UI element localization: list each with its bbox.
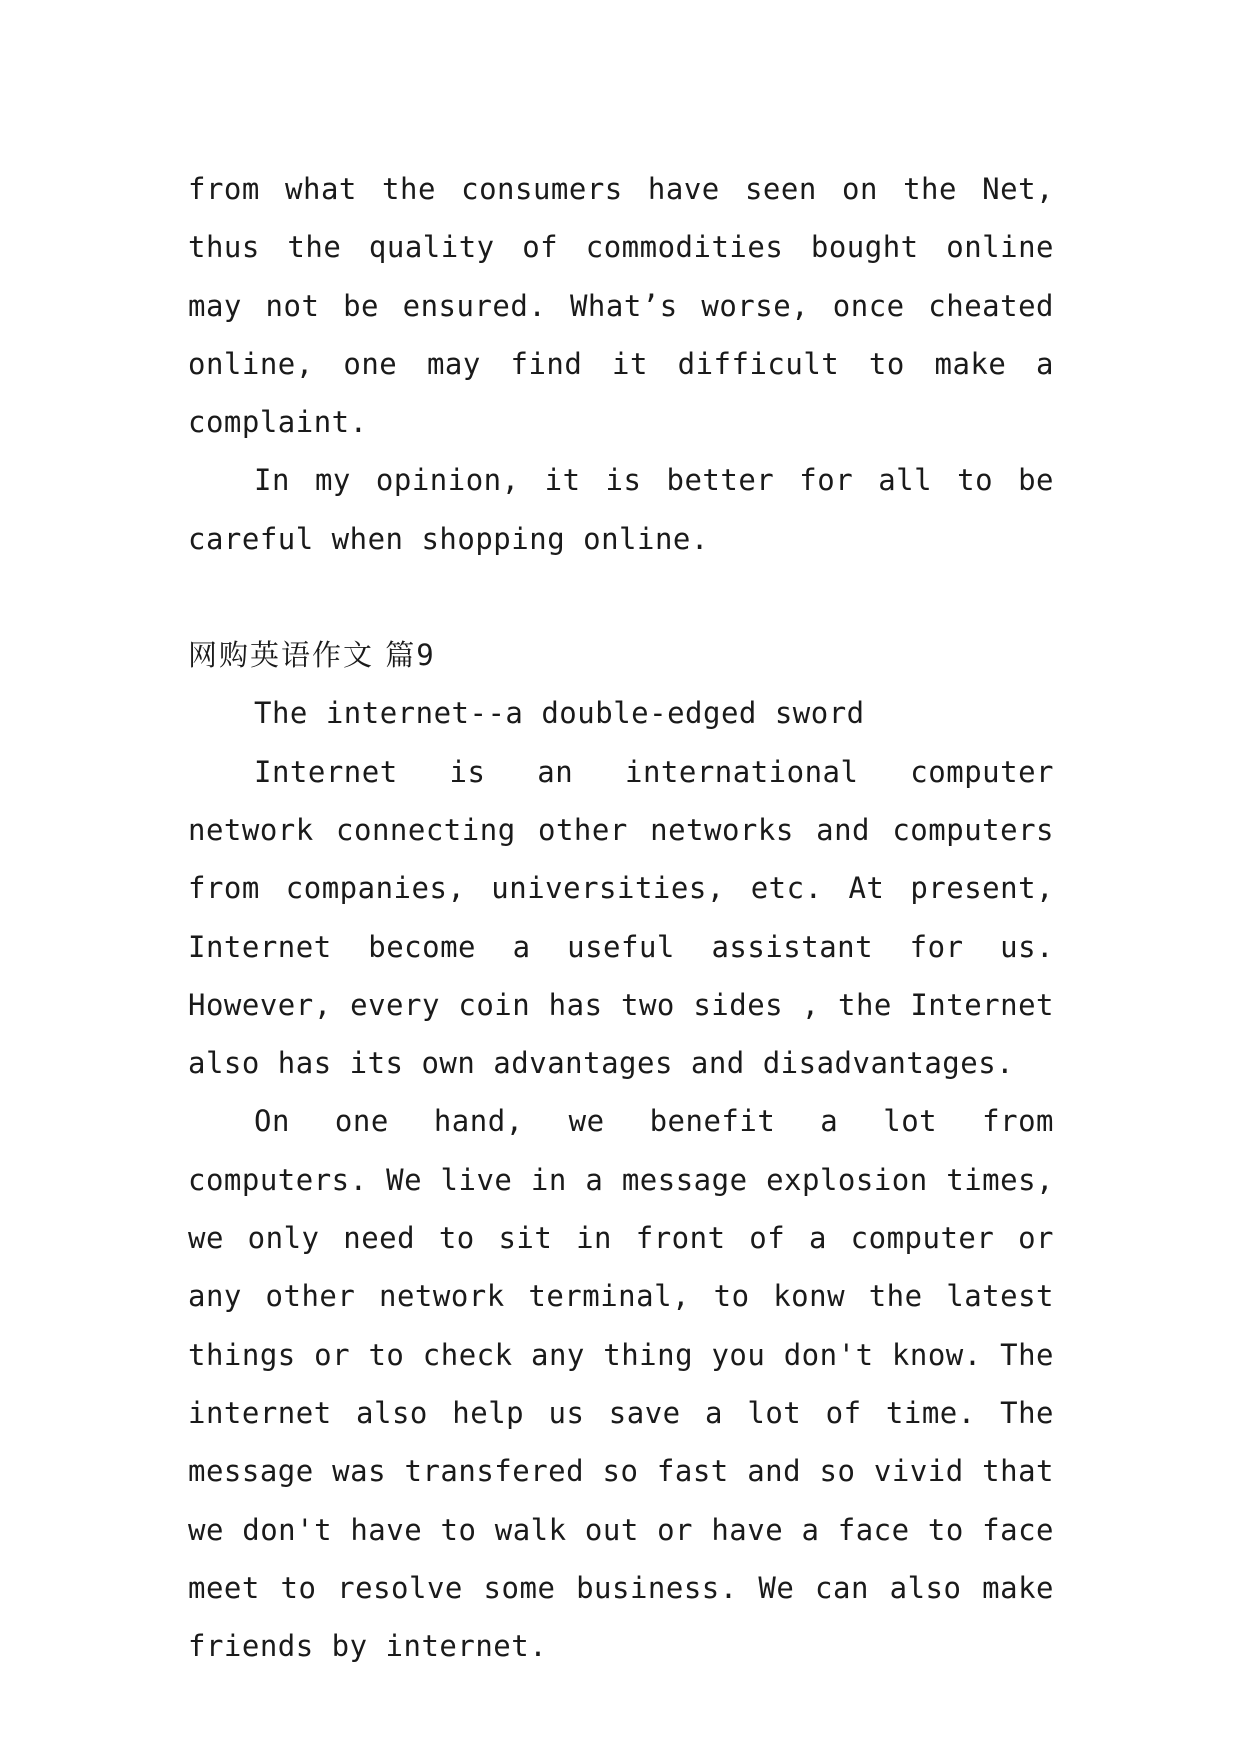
document-page <box>188 160 1054 1675</box>
section-heading-number: 9 <box>416 638 436 673</box>
section-heading-text: 网购英语作文 篇 <box>188 638 417 673</box>
continued-paragraph: from what the consumers have seen on the Net, thus the quality of commodities bought online may not be ensured. What’s worse, once cheated online, one may find it difficult to make a complaint. <box>188 172 1054 440</box>
essay-title: The internet--a double-edged sword <box>254 696 865 731</box>
section-heading <box>188 626 1054 684</box>
essay-paragraph-1: Internet is an international computer network connecting other networks and computers from companies, universities, etc. At present, Internet become a useful assistant for us. However, every coin has two sides , the Internet also has its own advantages and disadvantages. <box>188 754 1054 1081</box>
essay-paragraph-2: On one hand, we benefit a lot from computers. We live in a message explosion times, we only need to sit in front of a computer or any other network terminal, to konw the latest things or to check any thing you don't know. The internet also help us save a lot of time. The message was transfered so fast and so vivid that we don't have to walk out or have a face to face meet to resolve some business. We can also make friends by internet. <box>188 1104 1054 1664</box>
opinion-paragraph: In my opinion, it is better for all to be careful when shopping online. <box>188 463 1054 556</box>
